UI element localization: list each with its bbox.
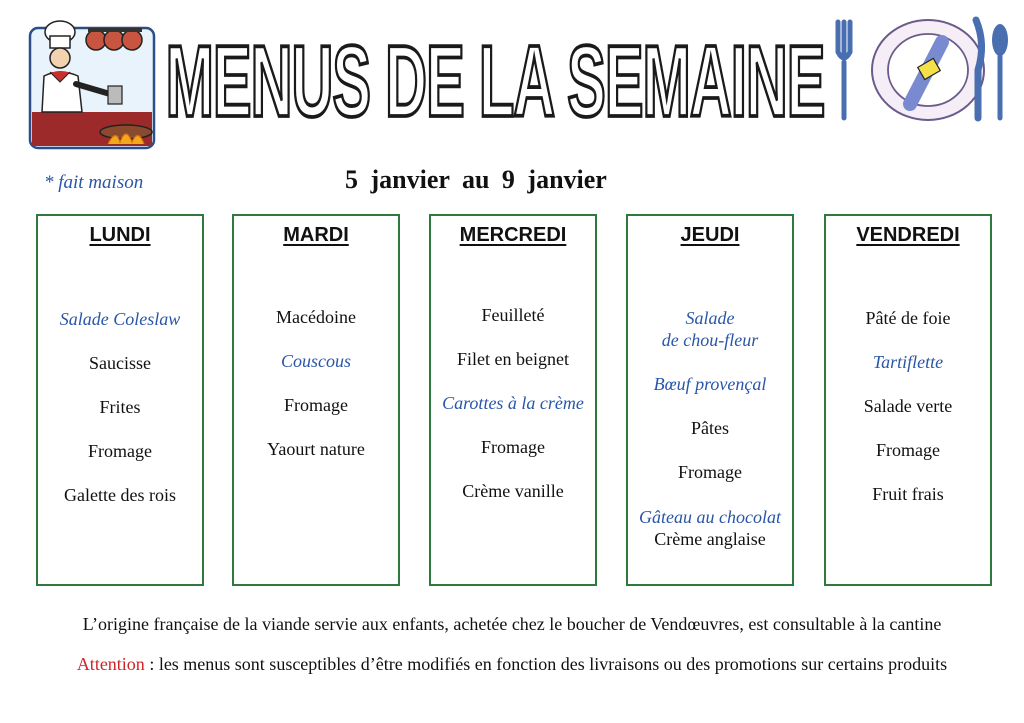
- menu-item: de chou-fleur: [661, 330, 759, 350]
- day-column-mercredi: [429, 214, 597, 586]
- chef-cooking-icon: [28, 14, 156, 154]
- day-column-lundi: [36, 214, 204, 586]
- menu-item: Crème vanille: [462, 481, 564, 501]
- plate-cutlery-icon: [832, 14, 1012, 126]
- menu-item: Saucisse: [89, 353, 151, 373]
- menu-item: Fromage: [481, 437, 545, 457]
- menu-item: Fruit frais: [872, 484, 944, 504]
- day-column-vendredi: [824, 214, 992, 586]
- day-title: VENDREDI: [856, 224, 960, 246]
- day-title: MARDI: [283, 224, 349, 246]
- menu-item: Pâté de foie: [865, 308, 951, 328]
- menu-item: Fromage: [876, 440, 940, 460]
- menu-item: Bœuf provençal: [653, 374, 767, 394]
- day-title: MERCREDI: [459, 224, 567, 246]
- menu-item: Macédoine: [276, 307, 356, 327]
- menu-item: Galette des rois: [64, 485, 176, 505]
- day-column-mardi: [232, 214, 400, 586]
- page-title: MENUS DE LA SEMAINE: [165, 24, 825, 138]
- menu-item: Fromage: [284, 395, 348, 415]
- homemade-note: * fait maison: [44, 172, 144, 193]
- menu-item: Couscous: [280, 351, 351, 371]
- menu-item: Carottes à la crème: [442, 393, 584, 413]
- attention-text: : les menus sont susceptibles d’être modifiés en fonction des livraisons ou des promotions sur certains produits: [144, 654, 948, 674]
- menu-item: Pâtes: [691, 418, 729, 438]
- attention-note: [0, 654, 1024, 675]
- day-title: LUNDI: [89, 224, 151, 246]
- menu-item: Frites: [99, 397, 141, 417]
- week-range: 5 janvier au 9 janvier: [345, 165, 607, 194]
- menu-item: Feuilleté: [481, 305, 545, 325]
- menu-item: Fromage: [678, 462, 742, 482]
- menu-item: Salade: [685, 308, 735, 328]
- meat-origin-note: L’origine française de la viande servie aux enfants, achetée chez le boucher de Vendœuvres, est consultable à la cantine: [82, 614, 942, 634]
- menu-item: Salade verte: [863, 396, 953, 416]
- menu-item: Fromage: [88, 441, 152, 461]
- menu-item: Yaourt nature: [267, 439, 365, 459]
- attention-label: Attention: [76, 654, 145, 674]
- menu-item: Salade Coleslaw: [59, 309, 181, 329]
- menu-item: Gâteau au chocolat: [639, 507, 781, 527]
- day-column-jeudi: [626, 214, 794, 586]
- menu-item: Tartiflette: [872, 352, 944, 372]
- menu-item: Crème anglaise: [654, 529, 766, 549]
- menu-item: Filet en beignet: [457, 349, 569, 369]
- day-title: JEUDI: [680, 224, 740, 246]
